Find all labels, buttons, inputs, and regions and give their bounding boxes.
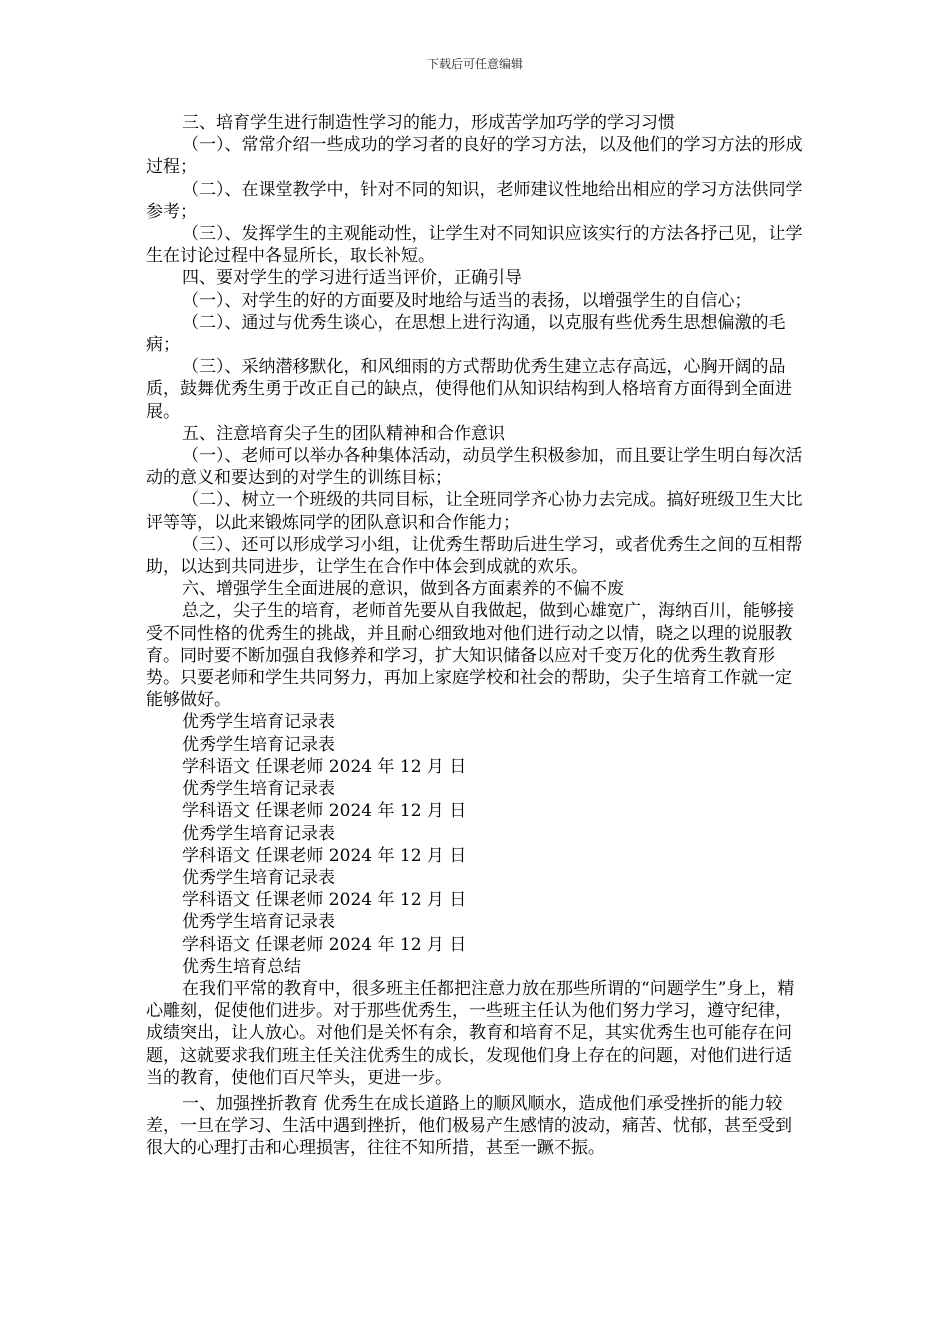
summary-title: 优秀生培育总结 xyxy=(182,956,301,977)
paragraph: （二）、通过与优秀生谈心，在思想上进行沟通，以克服有些优秀生思想偏激的毛病； xyxy=(146,312,786,356)
paragraph: （一）、老师可以举办各种集体活动，动员学生积极参加，而且要让学生明白每次活动的意义和要达到的对学生的训练目标； xyxy=(146,446,803,489)
section-heading: 六、增强学生全面进展的意识，做到各方面素养的不偏不废 xyxy=(182,579,624,600)
paragraph: 总之，尖子生的培育，老师首先要从自我做起，做到心雄宽广，海纳百川，能够接受不同性格的优秀生的挑战，并且耐心细致地对他们进行动之以情，晓之以理的说服教育。同时要不断加强自我修养和学习，扩大知识储备以应对千变万化的优秀生教育形势。只要老师和学生共同努力，再加上家庭学校和社会的帮助，尖子生培育工作就一定能够做好。 xyxy=(146,601,794,711)
paragraph: （三）、还可以形成学习小组，让优秀生帮助后进生学习，或者优秀生之间的互相帮助，以达到共同进步，让学生在合作中体会到成就的欢乐。 xyxy=(146,534,803,578)
page-header-note: 下载后可任意编辑 xyxy=(426,57,523,71)
section-heading: 五、注意培育尖子生的团队精神和合作意识 xyxy=(182,423,505,444)
paragraph: （三）、发挥学生的主观能动性，让学生对不同知识应该实行的方法各抒己见，让学生在讨论过程中各显所长，取长补短。 xyxy=(146,224,803,267)
record-table-meta: 学科语文 任课老师 2024 年 12 月 日 xyxy=(182,934,467,955)
paragraph: （一）、对学生的好的方面要及时地给与适当的表扬，以增强学生的自信心； xyxy=(182,290,752,311)
section-heading: 四、要对学生的学习进行适当评价，正确引导 xyxy=(182,268,522,289)
record-table-meta: 学科语文 任课老师 2024 年 12 月 日 xyxy=(182,845,467,866)
record-table-title: 优秀学生培育记录表 xyxy=(182,867,335,888)
record-table-title: 优秀学生培育记录表 xyxy=(182,823,335,844)
record-table-title: 优秀学生培育记录表 xyxy=(182,779,335,800)
document-body xyxy=(146,112,806,1160)
paragraph: （二）、在课堂教学中，针对不同的知识，老师建议性地给出相应的学习方法供同学参考； xyxy=(146,179,803,222)
record-table-meta: 学科语文 任课老师 2024 年 12 月 日 xyxy=(182,801,467,822)
paragraph: （一）、常常介绍一些成功的学习者的良好的学习方法，以及他们的学习方法的形成过程； xyxy=(146,135,803,178)
paragraph: （二）、树立一个班级的共同目标，让全班同学齐心协力去完成。搞好班级卫生大比评等等，以此来锻炼同学的团队意识和合作能力； xyxy=(146,490,803,533)
record-table-title: 优秀学生培育记录表 xyxy=(182,912,335,933)
record-table-meta: 学科语文 任课老师 2024 年 12 月 日 xyxy=(182,890,467,911)
record-table-title: 优秀学生培育记录表 xyxy=(182,712,335,733)
paragraph: 在我们平常的教育中，很多班主任都把注意力放在那些所谓的“问题学生”身上，精心雕刻，促使他们进步。对于那些优秀生，一些班主任认为他们努力学习，遵守纪律，成绩突出，让人放心。对他们是关怀有余，教育和培育不足，其实优秀生也可能存在问题，这就要求我们班主任关注优秀生的成长，发现他们身上存在的问题，对他们进行适当的教育，使他们百尺竿头，更进一步。 xyxy=(146,978,795,1088)
record-table-meta: 学科语文 任课老师 2024 年 12 月 日 xyxy=(182,756,467,777)
record-table-title: 优秀学生培育记录表 xyxy=(182,734,335,755)
section-heading: 三、培育学生进行制造性学习的能力，形成苦学加巧学的学习习惯 xyxy=(182,113,675,133)
paragraph: （三）、采纳潜移默化，和风细雨的方式帮助优秀生建立志存高远，心胸开阔的品质，鼓舞优秀生勇于改正自己的缺点，使得他们从知识结构到人格培育方面得到全面进展。 xyxy=(146,357,792,422)
paragraph: 一、加强挫折教育 优秀生在成长道路上的顺风顺水，造成他们承受挫折的能力较差，一旦在学习、生活中遇到挫折，他们极易产生感情的波动，痛苦、忧郁，甚至受到很大的心理打击和心理损害，往往不知所措，甚至一蹶不振。 xyxy=(146,1093,792,1159)
